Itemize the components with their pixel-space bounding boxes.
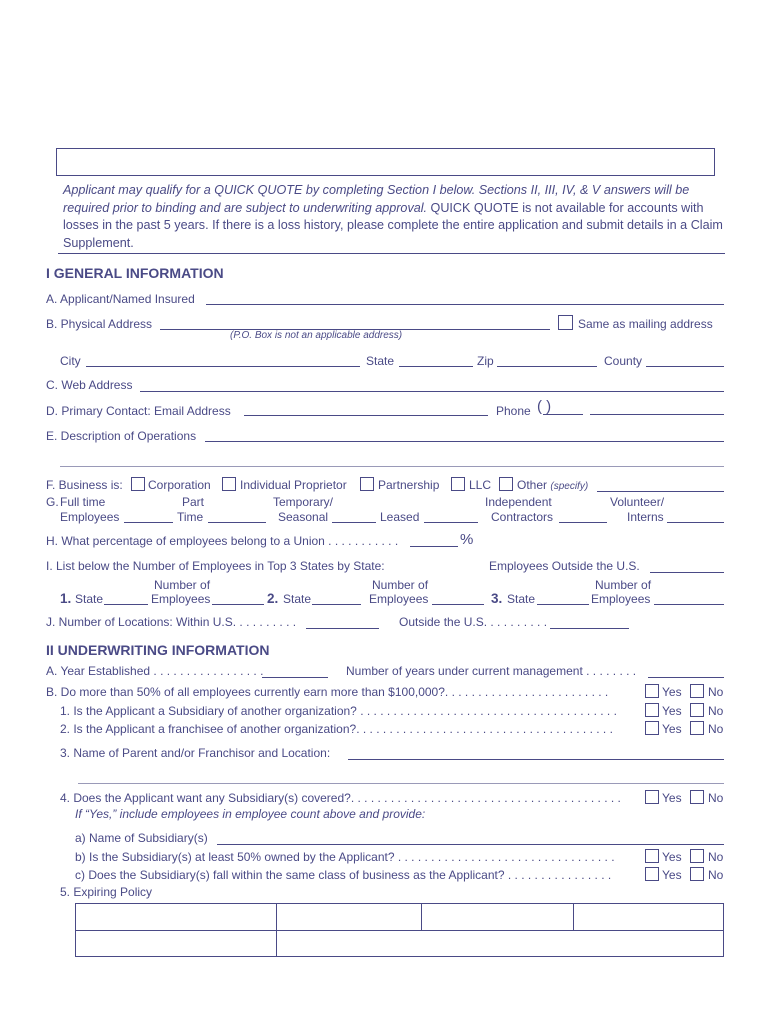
corporation-checkbox[interactable] <box>131 477 145 491</box>
b3-question: 3. Name of Parent and/or Franchisor and Location: <box>60 746 331 760</box>
table-cell-4[interactable] <box>574 905 722 929</box>
subsidiary-owned-question: b) Is the Subsidiary(s) at least 50% owned by the Applicant? . . . . . . . . . . . . . . . . . . . . . . . . . . . . . . . . . <box>75 850 615 864</box>
b1-no-checkbox[interactable] <box>690 703 704 717</box>
b4-no-label: No <box>708 791 724 805</box>
table-cell-5[interactable] <box>77 931 275 955</box>
state3-field[interactable] <box>537 604 589 605</box>
b1-no-label: No <box>708 704 724 718</box>
temporary-line1: Temporary/ <box>273 495 334 509</box>
subsidiary-class-question: c) Does the Subsidiary(s) fall within the same class of business as the Applicant? . . . . . . . . . . . . . . . . <box>75 868 612 882</box>
table-cell-3[interactable] <box>422 905 572 929</box>
b1-question: 1. Is the Applicant a Subsidiary of another organization? . . . . . . . . . . . . . . . . . . . . . . . . . . . . . . . . . . . . . . . <box>60 704 617 718</box>
employees3-field[interactable] <box>654 604 724 605</box>
union-label: H. What percentage of employees belong to a Union . . . . . . . . . . . <box>46 534 399 548</box>
locations-outside-field[interactable] <box>550 628 629 629</box>
operations-label: E. Description of Operations <box>46 429 197 443</box>
table-cell-6[interactable] <box>277 931 722 955</box>
full-time-line2: Employees <box>60 510 120 524</box>
sub-owned-no-label: No <box>708 850 724 864</box>
b-yes-checkbox[interactable] <box>645 684 659 698</box>
percent-sign: % <box>460 531 474 548</box>
llc-checkbox[interactable] <box>451 477 465 491</box>
independent-line1: Independent <box>485 495 552 509</box>
state2-field[interactable] <box>312 604 361 605</box>
phone-field[interactable] <box>590 414 724 415</box>
expiring-policy-label: 5. Expiring Policy <box>60 885 153 899</box>
section1-title: I GENERAL INFORMATION <box>46 265 224 281</box>
b4-no-checkbox[interactable] <box>690 790 704 804</box>
web-field[interactable] <box>140 391 724 392</box>
other-label <box>517 478 588 492</box>
volunteer-field[interactable] <box>667 522 724 523</box>
same-as-mailing-checkbox[interactable] <box>558 315 573 330</box>
number-of-1: Number of <box>154 578 211 592</box>
independent-line2: Contractors <box>491 510 554 524</box>
number-of-2: Number of <box>372 578 429 592</box>
years-mgmt-field[interactable] <box>648 677 724 678</box>
independent-field[interactable] <box>559 522 607 523</box>
b-yes-label: Yes <box>662 685 682 699</box>
other-checkbox[interactable] <box>499 477 513 491</box>
locations-outside-label: Outside the U.S. . . . . . . . . . <box>399 615 548 629</box>
email-field[interactable] <box>244 415 488 416</box>
full-time-line1: Full time <box>60 495 106 509</box>
individual-label: Individual Proprietor <box>240 478 347 492</box>
state1-number: 1. <box>60 591 72 606</box>
union-field[interactable] <box>410 546 458 547</box>
g-label: G. <box>46 495 59 509</box>
b3-field-1[interactable] <box>348 759 724 760</box>
phone-area-field[interactable] <box>543 414 583 415</box>
employees2-label: Employees <box>369 592 429 606</box>
part-time-line2: Time <box>177 510 204 524</box>
temporary-field[interactable] <box>332 522 376 523</box>
volunteer-line1: Volunteer/ <box>610 495 665 509</box>
state3-number: 3. <box>491 591 503 606</box>
state1-field[interactable] <box>104 604 148 605</box>
b-question: B. Do more than 50% of all employees currently earn more than $100,000?. . . . . . . . . . . . . . . . . . . . . . . . . <box>46 685 609 699</box>
sub-class-no-label: No <box>708 868 724 882</box>
city-field[interactable] <box>86 366 360 367</box>
intro-italic: Applicant may qualify for a QUICK QUOTE by completing Section I below. Sections II, III, IV, & V answers will be required prior to binding and are subject to underwriting approval. <box>63 183 690 215</box>
b-no-checkbox[interactable] <box>690 684 704 698</box>
intro-regular: QUICK QUOTE is not available for accounts with losses in the past 5 years. If there is a loss history, please complete the entire application and submit details in a Claim Supplement. <box>63 200 723 250</box>
employees3-label: Employees <box>591 592 651 606</box>
b1-yes-checkbox[interactable] <box>645 703 659 717</box>
web-label: C. Web Address <box>46 378 133 392</box>
locations-label: J. Number of Locations: Within U.S. . . . . . . . . . <box>46 615 297 629</box>
employees2-field[interactable] <box>432 604 484 605</box>
section2-title: II UNDERWRITING INFORMATION <box>46 642 270 658</box>
other-field[interactable] <box>597 491 724 492</box>
state3-label: State <box>507 592 536 606</box>
employees1-label: Employees <box>151 592 211 606</box>
b2-no-label: No <box>708 722 724 736</box>
b2-no-checkbox[interactable] <box>690 721 704 735</box>
year-established-field[interactable] <box>262 677 328 678</box>
outside-us-employees-field[interactable] <box>650 572 724 573</box>
form-title-box <box>56 148 715 176</box>
po-box-note: (P.O. Box is not an applicable address) <box>230 330 403 341</box>
partnership-label: Partnership <box>378 478 440 492</box>
leased-label: Leased <box>380 510 420 524</box>
employees1-field[interactable] <box>212 604 264 605</box>
outside-us-employees-label: Employees Outside the U.S. <box>489 559 640 573</box>
city-label: City <box>60 354 81 368</box>
b4-yes-label: Yes <box>662 791 682 805</box>
expiring-policy-table <box>75 903 724 957</box>
partnership-checkbox[interactable] <box>360 477 374 491</box>
state2-label: State <box>283 592 312 606</box>
corporation-label: Corporation <box>148 478 211 492</box>
volunteer-line2: Interns <box>627 510 664 524</box>
specify-text: (specify) <box>550 481 589 492</box>
year-established-label: A. Year Established . . . . . . . . . . . . . . . . . <box>46 664 264 678</box>
county-field[interactable] <box>646 366 724 367</box>
top3-label: I. List below the Number of Employees in Top 3 States by State: <box>46 559 385 573</box>
other-text: Other <box>517 478 548 492</box>
operations-field-1[interactable] <box>205 441 724 442</box>
zip-field[interactable] <box>497 366 597 367</box>
b2-yes-label: Yes <box>662 722 682 736</box>
b1-yes-label: Yes <box>662 704 682 718</box>
zip-label: Zip <box>477 354 494 368</box>
b-no-label: No <box>708 685 724 699</box>
sub-class-no-checkbox[interactable] <box>690 867 704 881</box>
subsidiary-name-label: a) Name of Subsidiary(s) <box>75 831 208 845</box>
b4-question: 4. Does the Applicant want any Subsidiary(s) covered?. . . . . . . . . . . . . . . . . . . . . . . . . . . . . . . . . . . . . . . . . <box>60 791 621 805</box>
individual-checkbox[interactable] <box>222 477 236 491</box>
physical-address-label: B. Physical Address <box>46 317 153 331</box>
full-time-field[interactable] <box>124 522 173 523</box>
b2-yes-checkbox[interactable] <box>645 721 659 735</box>
temporary-line2: Seasonal <box>278 510 329 524</box>
b3-field-2[interactable] <box>78 783 724 784</box>
applicant-label: A. Applicant/Named Insured <box>46 292 195 306</box>
sub-owned-yes-label: Yes <box>662 850 682 864</box>
state-field[interactable] <box>399 366 473 367</box>
sub-class-yes-label: Yes <box>662 868 682 882</box>
locations-within-field[interactable] <box>306 628 379 629</box>
b4-note: If “Yes,” include employees in employee count above and provide: <box>75 807 426 821</box>
intro-divider <box>58 253 725 254</box>
contact-label: D. Primary Contact: Email Address <box>46 404 231 418</box>
state-label: State <box>366 354 395 368</box>
number-of-3: Number of <box>595 578 652 592</box>
llc-label: LLC <box>469 478 492 492</box>
sub-class-yes-checkbox[interactable] <box>645 867 659 881</box>
same-as-mailing-label: Same as mailing address <box>578 317 713 331</box>
applicant-field[interactable] <box>206 304 724 305</box>
b4-yes-checkbox[interactable] <box>645 790 659 804</box>
table-cell-1[interactable] <box>77 905 275 929</box>
county-label: County <box>604 354 643 368</box>
business-is-label: F. Business is: <box>46 478 123 492</box>
part-time-field[interactable] <box>208 522 266 523</box>
sub-owned-no-checkbox[interactable] <box>690 849 704 863</box>
subsidiary-name-field[interactable] <box>217 844 724 845</box>
table-cell-2[interactable] <box>277 905 420 929</box>
state1-label: State <box>75 592 104 606</box>
phone-area-parens: ( ) <box>537 398 552 415</box>
years-mgmt-label: Number of years under current management . . . . . . . . <box>346 664 637 678</box>
state2-number: 2. <box>267 591 279 606</box>
intro-paragraph <box>63 182 723 252</box>
sub-owned-yes-checkbox[interactable] <box>645 849 659 863</box>
leased-field[interactable] <box>424 522 478 523</box>
b2-question: 2. Is the Applicant a franchisee of another organization?. . . . . . . . . . . . . . . . . . . . . . . . . . . . . . . . . . . . . . . <box>60 722 613 736</box>
operations-field-2[interactable] <box>60 466 724 467</box>
part-time-line1: Part <box>182 495 205 509</box>
phone-label: Phone <box>496 404 531 418</box>
